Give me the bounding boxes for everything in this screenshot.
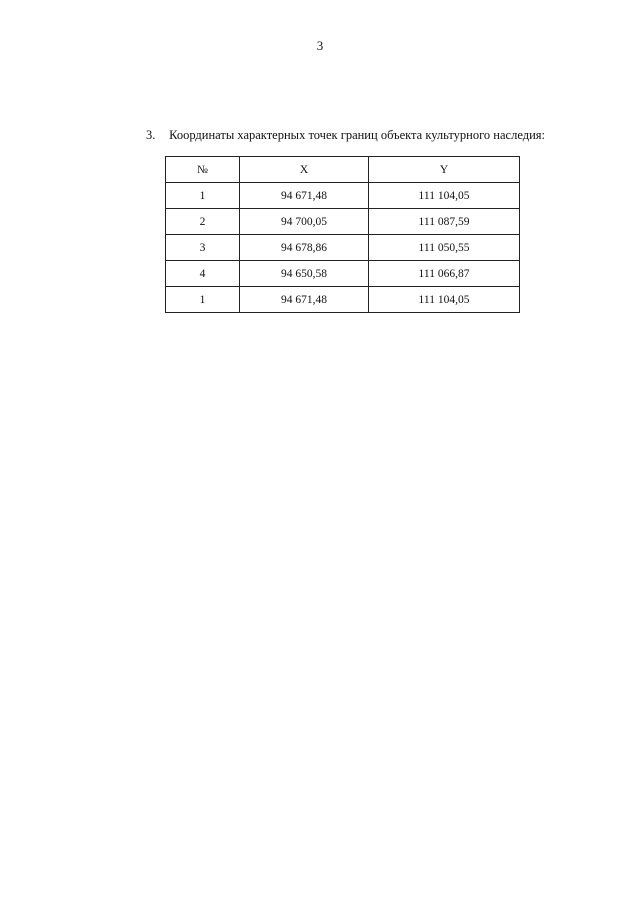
table-row	[166, 209, 520, 235]
section-title: Координаты характерных точек границ объекта культурного наследия:	[169, 128, 545, 142]
coordinates-table	[165, 156, 520, 313]
cell-y: 111 087,59	[369, 209, 520, 235]
cell-y: 111 050,55	[369, 235, 520, 261]
cell-point-number: 2	[166, 209, 240, 235]
cell-x: 94 650,58	[240, 261, 369, 287]
cell-x: 94 671,48	[240, 183, 369, 209]
section-number: 3.	[146, 128, 156, 142]
header-x: X	[240, 157, 369, 183]
cell-x: 94 678,86	[240, 235, 369, 261]
cell-x: 94 700,05	[240, 209, 369, 235]
cell-point-number: 4	[166, 261, 240, 287]
cell-point-number: 3	[166, 235, 240, 261]
table-header-row	[166, 157, 520, 183]
table-row	[166, 287, 520, 313]
cell-y: 111 104,05	[369, 183, 520, 209]
cell-y: 111 066,87	[369, 261, 520, 287]
cell-point-number: 1	[166, 183, 240, 209]
table-row	[166, 235, 520, 261]
table-row	[166, 183, 520, 209]
header-y: Y	[369, 157, 520, 183]
section-heading	[146, 128, 545, 143]
cell-point-number: 1	[166, 287, 240, 313]
page-number: 3	[316, 38, 324, 53]
header-point-number: №	[166, 157, 240, 183]
cell-x: 94 671,48	[240, 287, 369, 313]
cell-y: 111 104,05	[369, 287, 520, 313]
table-row	[166, 261, 520, 287]
